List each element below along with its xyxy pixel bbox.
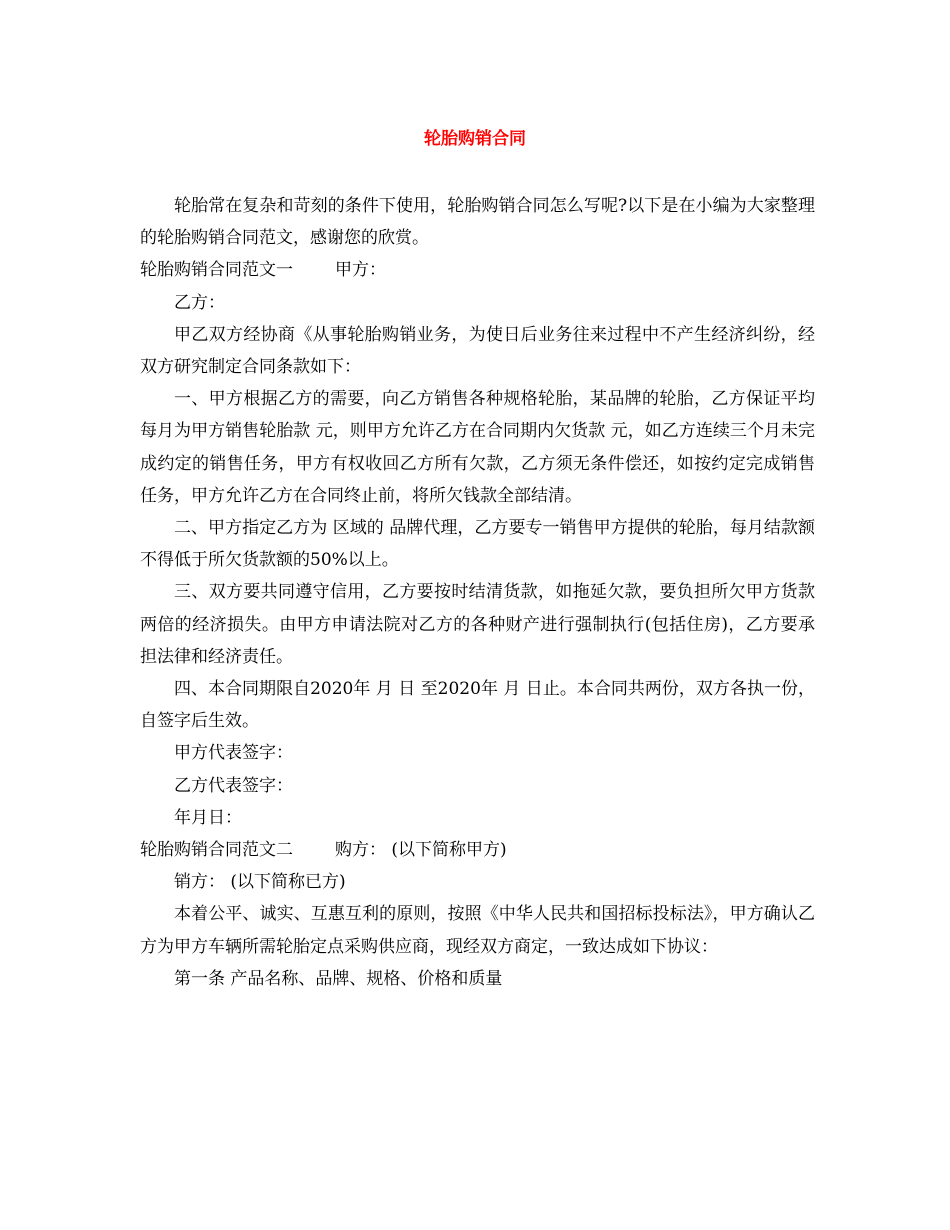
paragraph: 乙方： [174, 292, 225, 313]
signature-line: 甲方代表签字： [174, 743, 293, 764]
paragraph: 第一条 产品名称、品牌、规格、价格和质量 [174, 968, 503, 989]
paragraph [140, 834, 815, 866]
party-label: 甲方： [335, 260, 386, 281]
signature-line: 乙方代表签字： [174, 775, 293, 796]
paragraph: 三、双方要共同遵守信用，乙方要按时结清货款，如拖延欠款，要负担所欠甲方货款两倍的经济损失。由甲方申请法院对乙方的各种财产进行强制执行(包括住房)，乙方要承担法律和经济责任。 [140, 582, 815, 667]
paragraph: 轮胎常在复杂和苛刻的条件下使用，轮胎购销合同怎么写呢?以下是在小编为大家整理的轮胎购销合同范文，感谢您的欣赏。 [140, 196, 815, 249]
document-title: 轮胎购销合同 [424, 129, 526, 149]
document-body [140, 190, 815, 995]
section-heading: 轮胎购销合同范文一 [140, 260, 293, 281]
paragraph: 本着公平、诚实、互惠互利的原则，按照《中华人民共和国招标投标法》，甲方确认乙方为甲方车辆所需轮胎定点采购供应商，现经双方商定，一致达成如下协议： [140, 904, 815, 957]
paragraph: 甲乙双方经协商《从事轮胎购销业务，为使日后业务往来过程中不产生经济纠纷，经双方研究制定合同条款如下： [140, 324, 815, 378]
paragraph: 二、甲方指定乙方为 区域的 品牌代理，乙方要专一销售甲方提供的轮胎，每月结款额不得低于所欠货款额的50%以上。 [140, 518, 815, 571]
party-label: 购方： (以下简称甲方) [335, 840, 507, 861]
paragraph [140, 254, 815, 286]
section-heading: 轮胎购销合同范文二 [140, 840, 293, 861]
paragraph: 一、甲方根据乙方的需要，向乙方销售各种规格轮胎，某品牌的轮胎，乙方保证平均每月为甲方销售轮胎款 元，则甲方允许乙方在合同期内欠货款 元，如乙方连续三个月未完成约定的销售任务，甲方有权收回乙方所有欠款，乙方须无条件偿还，如按约定完成销售任务，甲方允许乙方在合同终止前，将所欠钱款全部结清。 [140, 389, 815, 506]
paragraph: 四、本合同期限自2020年 月 日 至2020年 月 日止。本合同共两份，双方各执一份，自签字后生效。 [140, 679, 815, 732]
date-line: 年月日： [174, 807, 242, 828]
paragraph: 销方： (以下简称已方) [174, 872, 346, 893]
